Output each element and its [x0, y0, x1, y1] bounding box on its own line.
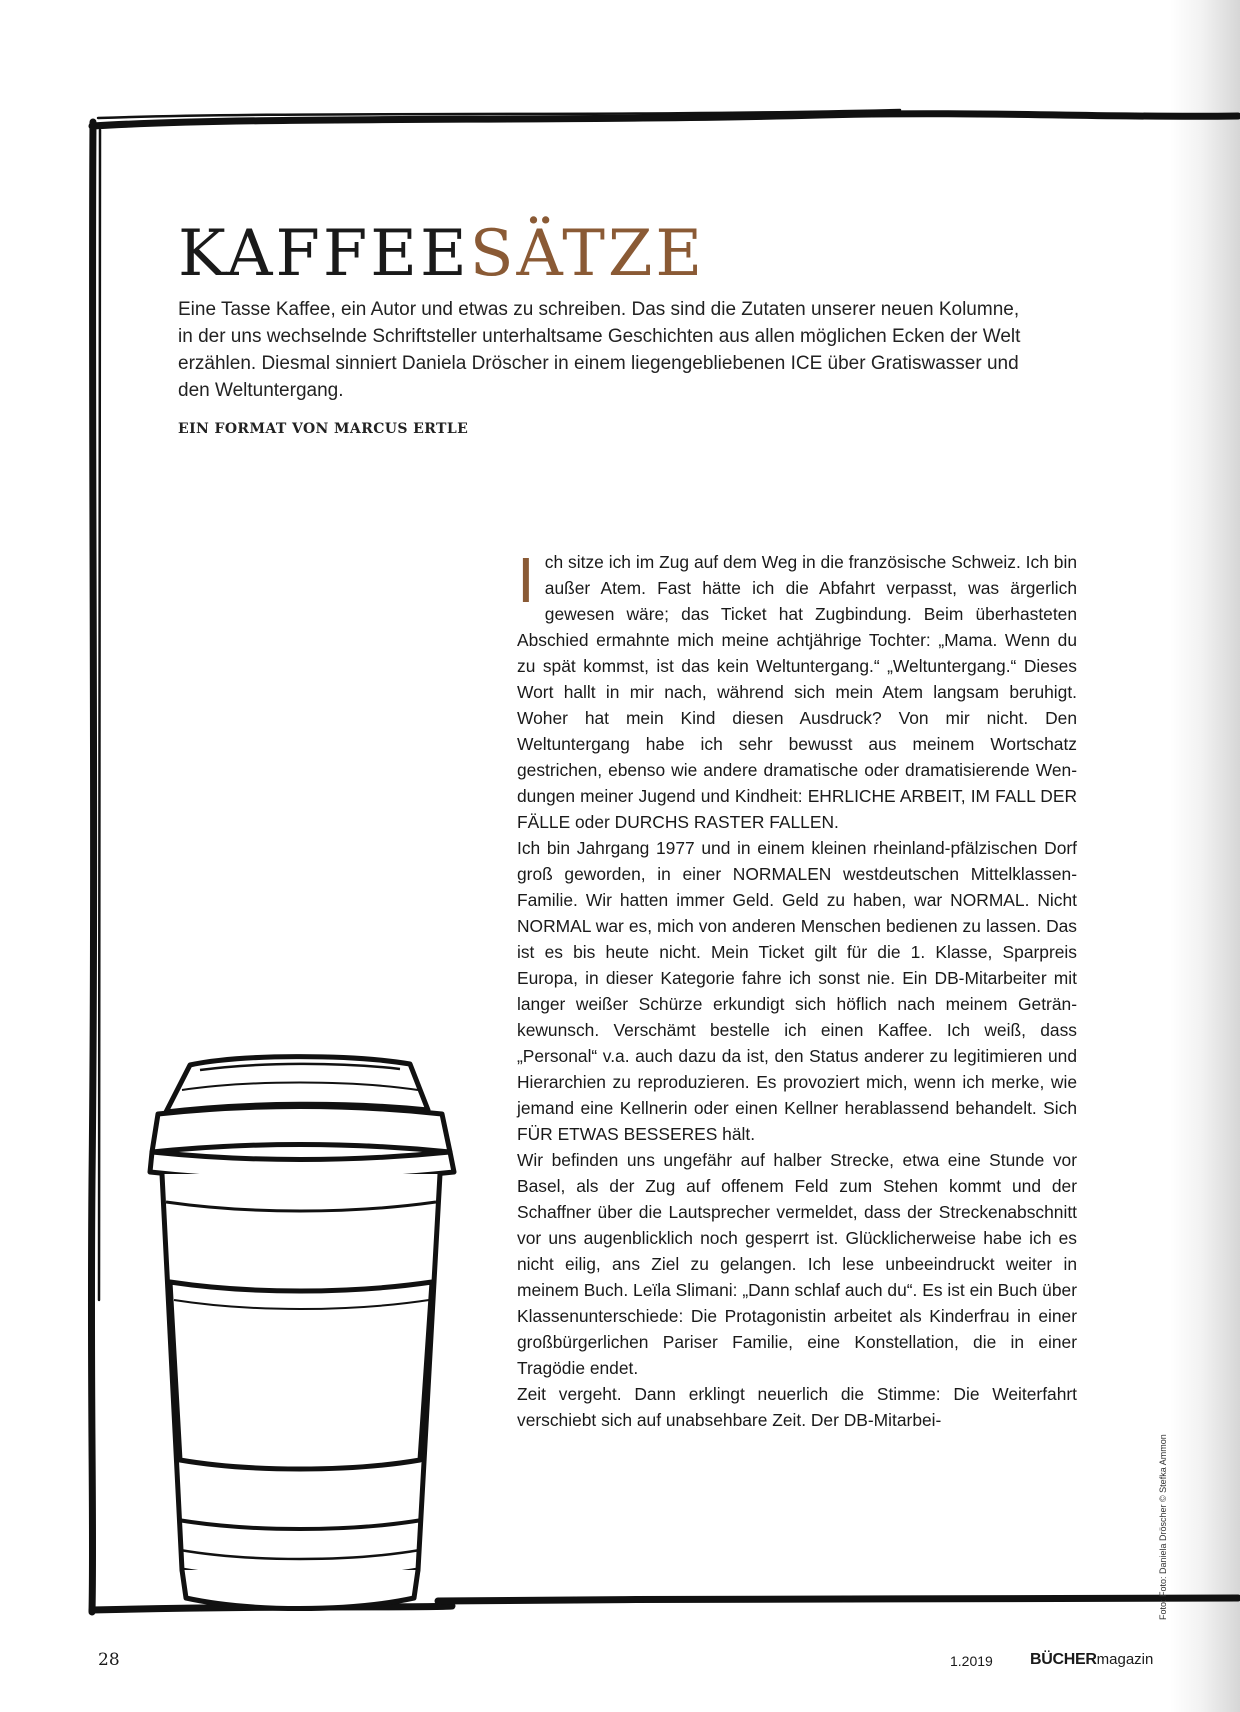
- byline: EIN FORMAT VON MARCUS ERTLE: [178, 421, 469, 437]
- article-paragraph: Ich bin Jahrgang 1977 und in einem kleinen rheinland-pfälzischen Dorf groß geworden, in einer NORMALEN westdeutschen Mittelklassen-Familie. Wir hatten immer Geld. Geld zu haben, war NORMAL. Nicht NORMAL war es, mich von anderen Menschen bedienen zu lassen. Das ist es bis heute nicht. Mein Ticket gilt für die 1. Klasse, Sparpreis Europa, in dieser Kategorie fahre ich sonst nie. Ein DB-Mitarbeiter mit langer weißer Schürze erkundigt sich höflich nach meinem Getränkewunsch. Verschämt bestelle ich einen Kaffee. Ich weiß, dass „Personal“ v.a. auch dazu da ist, den Status anderer zu legitimieren und Hierarchien zu reproduzieren. Es provoziert mich, wenn ich merke, wie jemand eine Kellnerin oder einen Kellner herablassend behandelt. Sich FÜR ETWAS BESSERES hält.: [517, 838, 1077, 1144]
- coffee-cup-illustration: [130, 1050, 490, 1650]
- drop-cap: I: [517, 544, 535, 616]
- page-number: 28: [98, 1650, 120, 1670]
- photo-credit: Foto: Foto: Daniela Dröscher © Stefka Ammon: [1158, 1434, 1168, 1620]
- brand-light: magazin: [1096, 1651, 1154, 1668]
- intro-paragraph: Eine Tasse Kaffee, ein Autor und etwas zu schreiben. Das sind die Zutaten unserer neuen Kolumne, in der uns wechselnde Schriftsteller unterhaltsame Geschichten aus allen möglichen Ecken der Welt erzählen. Diesmal sinniert Daniela Dröscher in einem liegengebliebenen ICE über Gratiswasser und den Weltuntergang.: [178, 299, 1021, 401]
- article-paragraph: [517, 544, 1077, 835]
- issue-number: 1.2019: [950, 1653, 993, 1669]
- article-body: [517, 544, 1077, 1433]
- title-part-1: KAFFEE: [178, 217, 470, 291]
- magazine-brand: [1030, 1651, 1153, 1669]
- page-title: [178, 217, 706, 291]
- article-paragraph: Zeit vergeht. Dann erklingt neuerlich die Stimme: Die Weiterfahrt verschiebt sich auf unabsehbare Zeit. Der DB-Mitarbei-: [517, 1384, 1077, 1430]
- article-paragraph-1-text: ch sitze ich im Zug auf dem Weg in die französische Schweiz. Ich bin außer Atem. Fast hätte ich die Abfahrt verpasst, was ärgerlich gewesen wäre; das Ticket hat Zugbindung. Beim überhasteten Abschied ermahnte mich meine achtjährige Tochter: „Mama. Wenn du zu spät kommst, ist das kein Weltuntergang.“ „Weltuntergang.“ Dieses Wort hallt in mir nach, während sich mein Atem langsam beruhigt. Woher hat mein Kind diesen Ausdruck? Von mir nicht. Den Weltuntergang habe ich sehr bewusst aus meinem Wortschatz gestrichen, ebenso wie andere dramatische oder dramatisierende Wendungen meiner Jugend und Kindheit: EHRLICHE ARBEIT, IM FALL DER FÄLLE oder DURCHS RASTER FALLEN.: [517, 552, 1077, 832]
- brand-bold: BÜCHER: [1030, 1651, 1097, 1668]
- title-part-2: SÄTZE: [469, 217, 706, 291]
- article-paragraph: Wir befinden uns ungefähr auf halber Strecke, etwa eine Stunde vor Basel, als der Zug auf offenem Feld zum Stehen kommt und der Schaffner über die Lautsprecher vermeldet, dass der Streckenabschnitt vor uns augenblicklich noch gesperrt ist. Glücklicherweise habe ich es nicht eilig, ans Ziel zu gelangen. Ich lese unbeeindruckt weiter in meinem Buch. Leïla Slimani: „Dann schlaf auch du“. Es ist ein Buch über Klassenunterschiede: Die Protagonistin arbeitet als Kinderfrau in einer großbürgerlichen Pariser Familie, eine Konstellation, die in einer Tragödie endet.: [517, 1150, 1077, 1378]
